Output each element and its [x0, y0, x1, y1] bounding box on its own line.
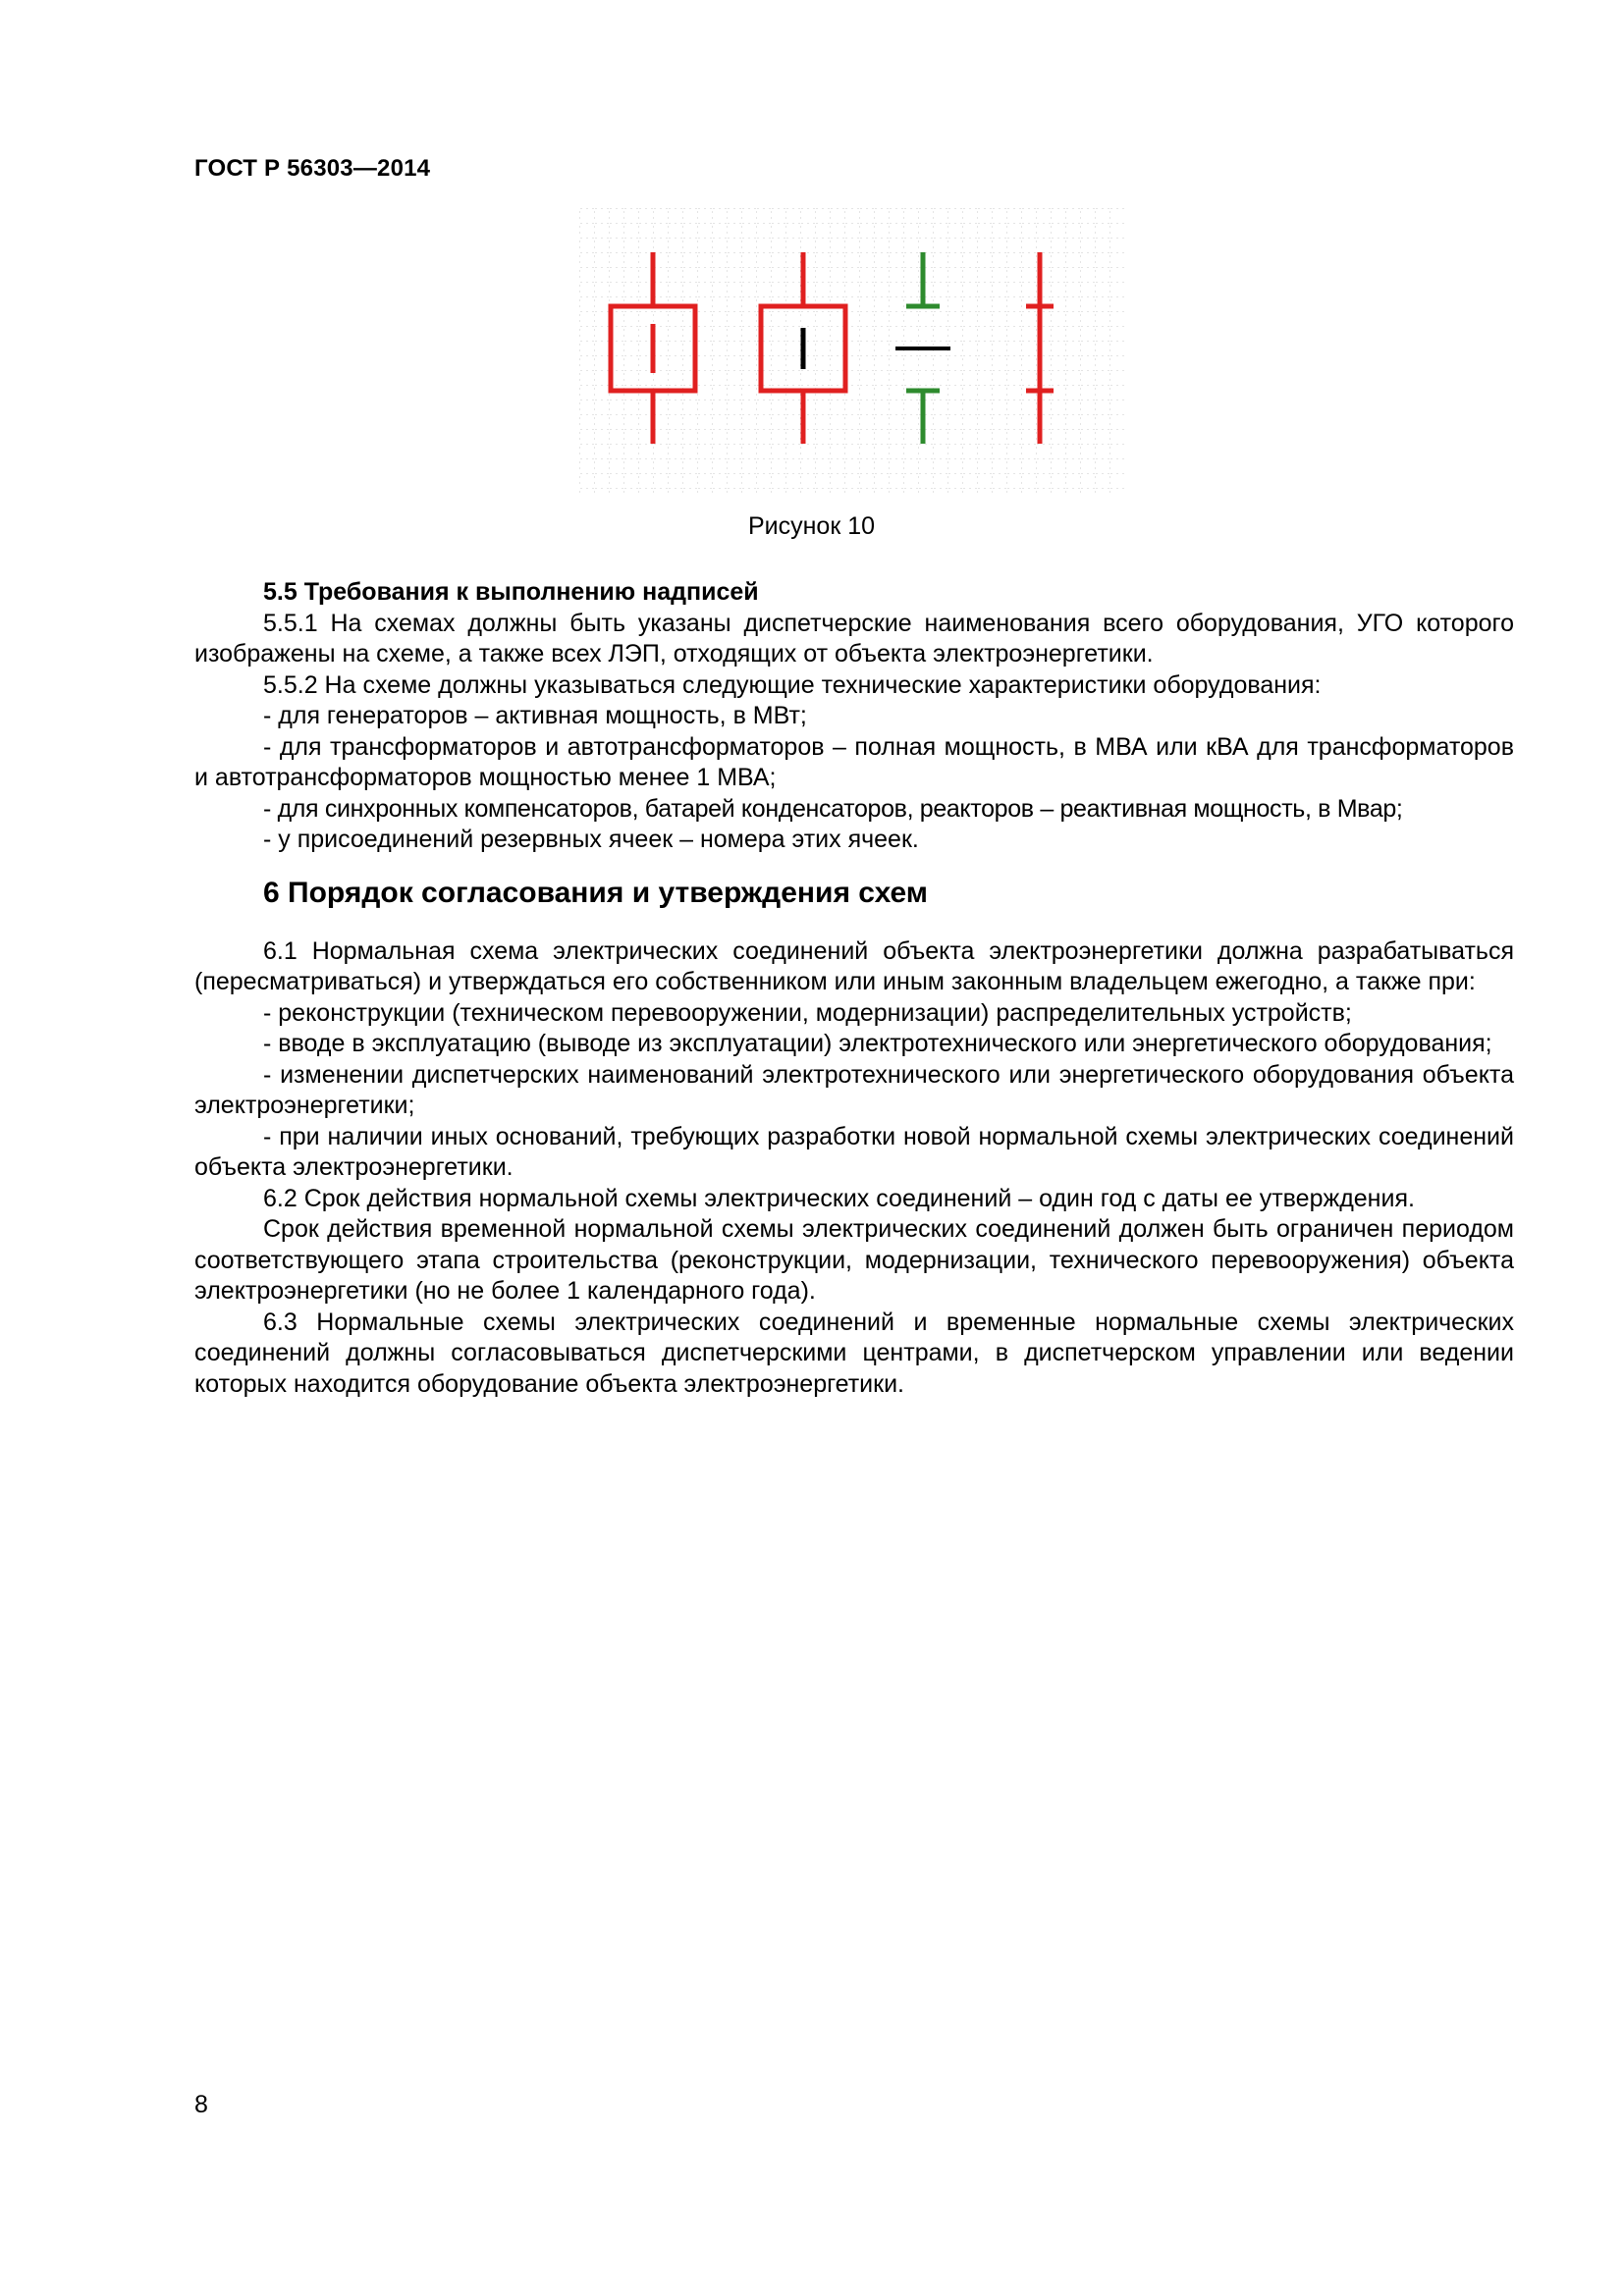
- paragraph-5-5-1: 5.5.1 На схемах должны быть указаны диспетчерские наименования всего оборудования, УГО которого изображены на схеме, а также всех ЛЭП, отходящих от объекта электроэнергетики.: [194, 609, 1514, 667]
- paragraph-6-2-duration: Срок действия временной нормальной схемы электрических соединений должен быть ограничен периодом соответствующего этапа строительства (реконструкции, модернизации, технического перевооружения) объекта электроэнергетики (но не более 1 календарного года).: [194, 1215, 1514, 1305]
- diagram-grid: [579, 208, 1124, 493]
- figure-10-diagram: [579, 208, 1124, 493]
- page-number: 8: [194, 2091, 208, 2118]
- paragraph-6-3: 6.3 Нормальные схемы электрических соединений и временные нормальные схемы электрических соединений должны согласовываться диспетчерскими центрами, в диспетчерском управлении или ведении которых находится оборудование объекта электроэнергетики.: [194, 1308, 1514, 1398]
- document-body: [194, 577, 1514, 1400]
- list-item: - реконструкции (техническом перевооружении, модернизации) распределительных устройств;: [263, 998, 1352, 1027]
- section-5-5-title: 5.5 Требования к выполнению надписей: [263, 578, 759, 606]
- list-item: - у присоединений резервных ячеек – номера этих ячеек.: [263, 826, 919, 853]
- list-item: - вводе в эксплуатацию (выводе из эксплуатации) электротехнического или энергетического оборудования;: [263, 1030, 1492, 1057]
- section-6-title: 6 Порядок согласования и утверждения схем: [263, 876, 928, 909]
- paragraph-6-1: 6.1 Нормальная схема электрических соединений объекта электроэнергетики должна разрабатываться (пересматриваться) и утверждаться его собственником или иным законным владельцем ежегодно, а также при:: [194, 936, 1514, 995]
- list-item: - при наличии иных оснований, требующих разработки новой нормальной схемы электрических соединений объекта электроэнергетики.: [194, 1122, 1514, 1181]
- list-item: - изменении диспетчерских наименований электротехнического или энергетического оборудования объекта электроэнергетики;: [194, 1060, 1514, 1119]
- list-item: - для трансформаторов и автотрансформаторов – полная мощность, в МВА или кВА для трансформаторов и автотрансформаторов мощностью менее 1 МВА;: [194, 732, 1514, 791]
- paragraph-5-5-2: 5.5.2 На схеме должны указываться следующие технические характеристики оборудования:: [263, 670, 1322, 699]
- symbols-diagram: [579, 208, 1124, 493]
- paragraph-6-2: 6.2 Срок действия нормальной схемы электрических соединений – один год с даты ее утверждения.: [263, 1184, 1415, 1212]
- figure-caption: Рисунок 10: [747, 512, 876, 540]
- list-item: - для синхронных компенсаторов, батарей конденсаторов, реакторов – реактивная мощность, в Мвар;: [263, 794, 1403, 823]
- document-header: ГОСТ Р 56303—2014: [194, 155, 431, 182]
- list-item: - для генераторов – активная мощность, в МВт;: [263, 702, 807, 729]
